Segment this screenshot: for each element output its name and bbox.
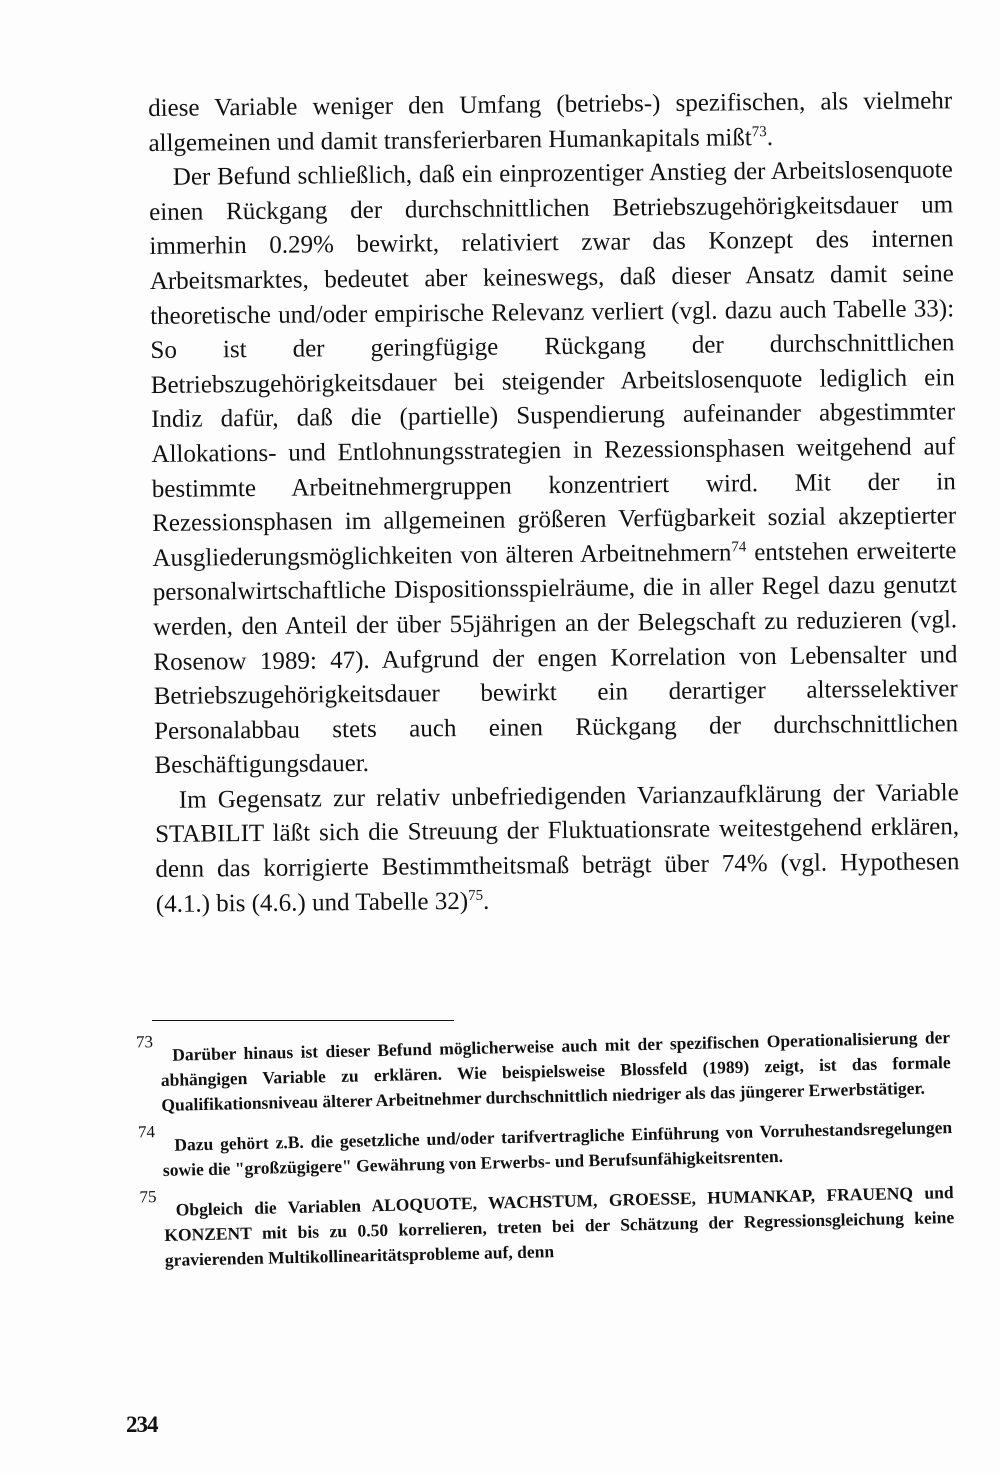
paragraph-1-end: . <box>766 123 774 151</box>
footnote-separator <box>152 1020 454 1021</box>
footnote-ref-75[interactable]: 75 <box>467 887 484 904</box>
paragraph-3-end: . <box>482 887 490 915</box>
footnote-text: Dazu gehört z.B. die gesetzliche und/oder tarifvertragliche Einführung von Vorruhestandsregelungen sowie die "großzügigere" Gewährung von Erwerbs- und Berufsunfähigkeitsrenten. <box>162 1117 953 1180</box>
paragraph-3-text: Im Gegensatz zur relativ unbefriedigenden Varianzaufklärung der Variable STABILIT läßt sich die Streuung der Fluktuationsrate weitestgehend erklären, denn das korrigierte Bestimmtheitsmaß beträgt über 74% (vgl. Hypothesen (4.1.) bis (4.6.) und Tabelle 32) <box>155 779 960 918</box>
footnote-number: 74 <box>137 1122 156 1142</box>
footnote-ref-74[interactable]: 74 <box>731 538 747 556</box>
page-number: 234 <box>126 1412 158 1437</box>
footnote-74 <box>137 1115 953 1183</box>
footnote-73 <box>135 1025 951 1118</box>
paragraph-2-text-b: entstehen erweiterte personalwirtschaftliche Dispositionsspielräume, die in aller Regel dazu genutzt werden, den Anteil der über 55jährigen an der Belegschaft zu reduzieren (vgl. Rosenow 1989: 47). Aufgrund der engen Korrelation von Lebensalter und Betriebszugehörigkeitsdauer bewirkt ein derartiger altersselektiver Personalabbau stets auch einen Rückgang der durchschnittlichen Beschäftigungsdauer. <box>152 536 959 780</box>
paragraph-2-text-a: Der Befund schließlich, daß ein einprozentiger Anstieg der Arbeitslosenquote einen Rückgang der durchschnittlichen Betriebszugehörigkeitsdauer um immerhin 0.29% bewirkt, relativiert zwar das Konzept des internen Arbeitsmarktes, bedeutet aber keineswegs, daß dieser Ansatz damit seine theoretische und/oder empirische Relevanz verliert (vgl. dazu auch Tabelle 33): So ist der geringfügige Rückgang der durchschnittlichen Betriebszugehörigkeitsdauer bei steigender Arbeitslosenquote lediglich ein Indiz dafür, daß die (partielle) Suspendierung aufeinander abgestimmter Allokations- und Entlohnungsstrategien in Rezessionsphasen weitgehend auf bestimmte Arbeitnehmergruppen konzentriert wird. Mit der in Rezessionsphasen im allgemeinen größeren Verfügbarkeit sozial akzeptierter Ausgliederungsmöglichkeiten von älteren Arbeitnehmern <box>149 156 957 572</box>
footnote-ref-73[interactable]: 73 <box>751 123 767 140</box>
footnote-text: Obgleich die Variablen ALOQUOTE, WACHSTUM, GROESSE, HUMANKAP, FRAUENQ und KONZENT mit bis zu 0.50 korrelieren, treten bei der Schätzung der Regressionsgleichung keine gravierenden Multikollinearitätsprobleme auf, denn <box>164 1182 955 1270</box>
footnote-number: 73 <box>135 1032 154 1052</box>
paragraph-2 <box>149 153 959 783</box>
footnote-number: 75 <box>139 1187 157 1207</box>
paragraph-1-text: diese Variable weniger den Umfang (betriebs-) spezifischen, als vielmehr allgemeinen und damit transferierbaren Humankapitals mißt <box>148 87 953 157</box>
paragraph-1 <box>148 84 953 161</box>
footnote-75 <box>139 1180 955 1273</box>
paragraph-3 <box>155 776 960 922</box>
footnote-text: Darüber hinaus ist dieser Befund möglicherweise auch mit der spezifischen Operationalisierung der abhängigen Variable zu erklären. Wie beispielsweise Blossfeld (1989) zeigt, ist das formale Qualifikationsniveau älterer Arbeitnehmer durchschnittlich niedriger als das jüngerer Erwerbstätiger. <box>160 1027 951 1115</box>
footnotes <box>135 1025 955 1288</box>
body-text <box>148 84 960 922</box>
